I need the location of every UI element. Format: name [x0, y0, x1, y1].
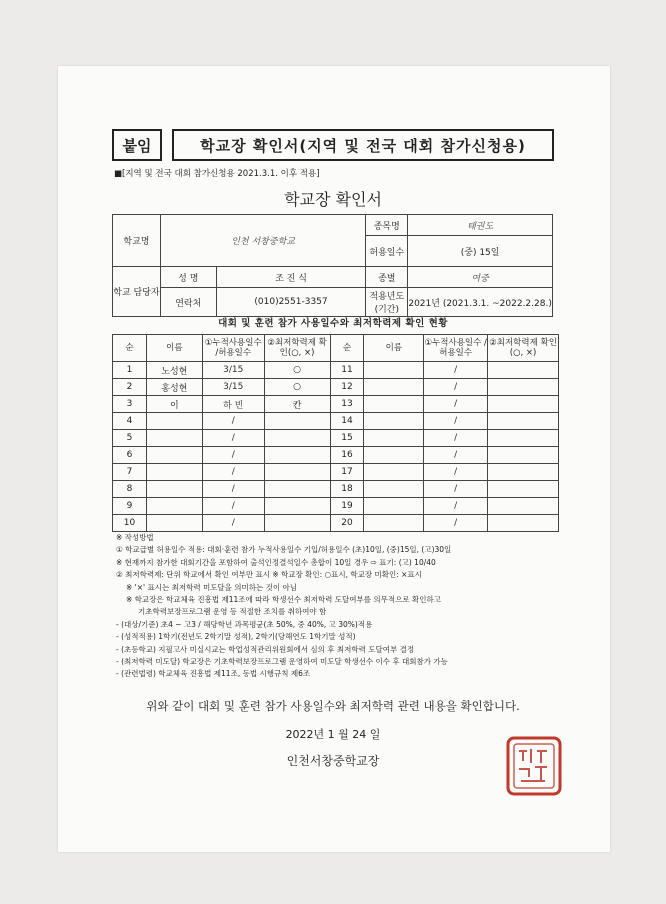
cell-check: 칸 — [264, 396, 330, 413]
table-row — [113, 498, 559, 515]
cell-name — [146, 464, 202, 481]
cell-name — [146, 413, 202, 430]
cell-no: 16 — [330, 447, 364, 464]
cell-no: 13 — [330, 396, 364, 413]
note-line: - (최저학력 미도달) 학교장은 기초학력보장프로그램 운영하여 미도달 학생선수 이수 후 대회참가 가능 — [116, 657, 448, 667]
cell-check — [488, 430, 559, 447]
signer-title: 인천서창중학교장 — [286, 754, 380, 768]
table-row — [113, 430, 559, 447]
note-line: ※ 학교장은 학교체육 진흥법 제11조에 따라 학생선수 최저학력 도달여부를 의무적으로 확인하고 — [126, 595, 441, 605]
cell-no: 1 — [113, 362, 147, 379]
cell-check — [488, 447, 559, 464]
table-row — [113, 481, 559, 498]
contact-label: 연락처 — [160, 288, 216, 317]
cell-days: / — [202, 464, 264, 481]
cell-days: / — [424, 413, 488, 430]
table-row — [113, 396, 559, 413]
sport-label: 종목명 — [366, 215, 408, 236]
note-line: 기초학력보장프로그램 운영 등 적절한 조치를 취하여야 함 — [138, 607, 327, 617]
cell-name — [146, 430, 202, 447]
note-line: ※ '×' 표시는 최저학력 미도달을 의미하는 것이 아님 — [126, 582, 298, 592]
official-seal-stamp — [505, 735, 563, 797]
cell-name — [364, 498, 424, 515]
cell-name: 홍성현 — [146, 379, 202, 396]
cell-check — [264, 515, 330, 532]
cell-name — [364, 379, 424, 396]
note-line: - (관련법령) 학교체육 진흥법 제11조, 동법 시행규칙 제6조 — [116, 669, 311, 679]
header-days: ①누적사용일수 /허용일수 — [424, 335, 488, 362]
period-value: 2021년 (2021.3.1. ~2022.2.28.) — [408, 288, 553, 317]
cell-no: 8 — [113, 481, 147, 498]
note-line: ※ 작성방법 — [116, 533, 154, 542]
cell-check — [488, 464, 559, 481]
cell-no: 12 — [330, 379, 364, 396]
cell-check: ○ — [264, 362, 330, 379]
cell-check — [488, 515, 559, 532]
attachment-tag: 붙임 — [112, 129, 162, 161]
gender-label: 종별 — [366, 267, 408, 288]
cell-name — [364, 447, 424, 464]
signature-date: 2022년 1 월 24 일 — [285, 728, 381, 741]
cell-days: / — [424, 447, 488, 464]
cell-days: / — [424, 515, 488, 532]
cell-check — [488, 362, 559, 379]
table-row — [113, 447, 559, 464]
cell-check — [264, 481, 330, 498]
table-row — [113, 464, 559, 481]
cell-days: / — [424, 362, 488, 379]
note-line: ② 최저학력제: 단위 학교에서 확인 여부만 표시 ※ 학교장 확인: ○표시, 학교장 미확인: ×표시 — [116, 570, 422, 580]
cell-days: / — [202, 515, 264, 532]
cell-check — [488, 481, 559, 498]
cell-check — [264, 413, 330, 430]
form-header-title: 학교장 확인서(지역 및 전국 대회 참가신청용) — [172, 129, 554, 161]
cell-days: / — [202, 430, 264, 447]
cell-no: 19 — [330, 498, 364, 515]
activity-title: 대회 및 훈련 참가 사용일수와 최저학력제 확인 현황 — [218, 318, 448, 329]
note-line: ① 학교급별 허용일수 적용: 대회·훈련 참가 누적사용일수 기입/허용일수 (초)10일, (중)15일, (고)30일 — [116, 545, 452, 555]
cell-check — [488, 396, 559, 413]
cell-no: 14 — [330, 413, 364, 430]
cell-name — [364, 396, 424, 413]
form-note: ■[지역 및 전국 대회 참가신청용 2021.3.1. 이후 적용] — [114, 169, 320, 179]
instructions — [116, 532, 576, 681]
cell-no: 17 — [330, 464, 364, 481]
cell-check — [488, 379, 559, 396]
header-check: ②최저학력제 확인(○, ×) — [488, 335, 559, 362]
name-value: 조 진 식 — [216, 267, 366, 288]
cell-check — [264, 464, 330, 481]
cell-days: 하 빈 — [202, 396, 264, 413]
cell-days: / — [424, 379, 488, 396]
table-row — [113, 413, 559, 430]
header-days: ①누적사용일수 /허용일수 — [202, 335, 264, 362]
cell-days: / — [424, 481, 488, 498]
cell-no: 20 — [330, 515, 364, 532]
cell-days: / — [202, 498, 264, 515]
cell-days: / — [424, 430, 488, 447]
cell-name — [364, 481, 424, 498]
cell-no: 6 — [113, 447, 147, 464]
cell-no: 18 — [330, 481, 364, 498]
cell-no: 10 — [113, 515, 147, 532]
cell-name — [146, 498, 202, 515]
cell-days: / — [424, 464, 488, 481]
cell-check — [264, 430, 330, 447]
header-name: 이름 — [364, 335, 424, 362]
header-check: ②최저학력제 확인(○, ×) — [264, 335, 330, 362]
document-title: 학교장 확인서 — [284, 190, 382, 209]
cell-name — [364, 413, 424, 430]
manager-label: 학교 담당자 — [113, 267, 161, 317]
activity-table — [112, 334, 559, 532]
cell-no: 3 — [113, 396, 147, 413]
cell-no: 4 — [113, 413, 147, 430]
cell-no: 5 — [113, 430, 147, 447]
header-no: 순 — [330, 335, 364, 362]
sport-value: 태권도 — [408, 215, 553, 236]
cell-name — [146, 481, 202, 498]
cell-no: 11 — [330, 362, 364, 379]
cell-name: 노성현 — [146, 362, 202, 379]
cell-check — [488, 413, 559, 430]
allowed-days-label: 허용일수 — [366, 236, 408, 267]
cell-name — [364, 464, 424, 481]
cell-name — [364, 362, 424, 379]
note-line: - (성적적용) 1학기(전년도 2학기말 성적), 2학기(당해연도 1학기말 성적) — [116, 632, 356, 642]
header-no: 순 — [113, 335, 147, 362]
cell-check — [488, 498, 559, 515]
cell-check: ○ — [264, 379, 330, 396]
note-line: - (대상/기준) 초4 ~ 고3 / 해당학년 과목평균(초 50%, 중 40%, 고 30%)적용 — [116, 619, 373, 629]
cell-no: 2 — [113, 379, 147, 396]
table-row — [113, 379, 559, 396]
cell-name — [146, 515, 202, 532]
cell-days: 3/15 — [202, 362, 264, 379]
confirmation-text: 위와 같이 대회 및 훈련 참가 사용일수와 최저학력 관련 내용을 확인합니다. — [146, 699, 520, 713]
cell-days: / — [424, 498, 488, 515]
cell-no: 15 — [330, 430, 364, 447]
cell-days: / — [424, 396, 488, 413]
cell-check — [264, 498, 330, 515]
school-value: 인천 서창중학교 — [160, 215, 365, 267]
cell-days: 3/15 — [202, 379, 264, 396]
period-label: 적용년도 (기간) — [366, 288, 408, 317]
cell-check — [264, 447, 330, 464]
note-line: ※ 현재까지 참가한 대회기간을 포함하여 출석인정결석일수 총합이 10일 경우 ⇨ 표기: (고) 10/40 — [116, 557, 436, 567]
info-table — [112, 214, 553, 317]
cell-days: / — [202, 413, 264, 430]
allowed-days-value: (중) 15일 — [408, 236, 553, 267]
cell-name — [364, 515, 424, 532]
contact-value: (010)2551-3357 — [216, 288, 366, 317]
cell-no: 7 — [113, 464, 147, 481]
cell-name — [364, 430, 424, 447]
gender-value: 여중 — [408, 267, 553, 288]
table-row — [113, 515, 559, 532]
table-row — [113, 362, 559, 379]
header-name: 이름 — [146, 335, 202, 362]
cell-days: / — [202, 481, 264, 498]
name-label: 성 명 — [160, 267, 216, 288]
cell-no: 9 — [113, 498, 147, 515]
school-label: 학교명 — [113, 215, 161, 267]
cell-name — [146, 447, 202, 464]
cell-name: 이 — [146, 396, 202, 413]
note-line: - (초등학교) 지필고사 미실시교는 학업성적관리위원회에서 심의 후 최저학력 도달여부 결정 — [116, 644, 415, 654]
cell-days: / — [202, 447, 264, 464]
